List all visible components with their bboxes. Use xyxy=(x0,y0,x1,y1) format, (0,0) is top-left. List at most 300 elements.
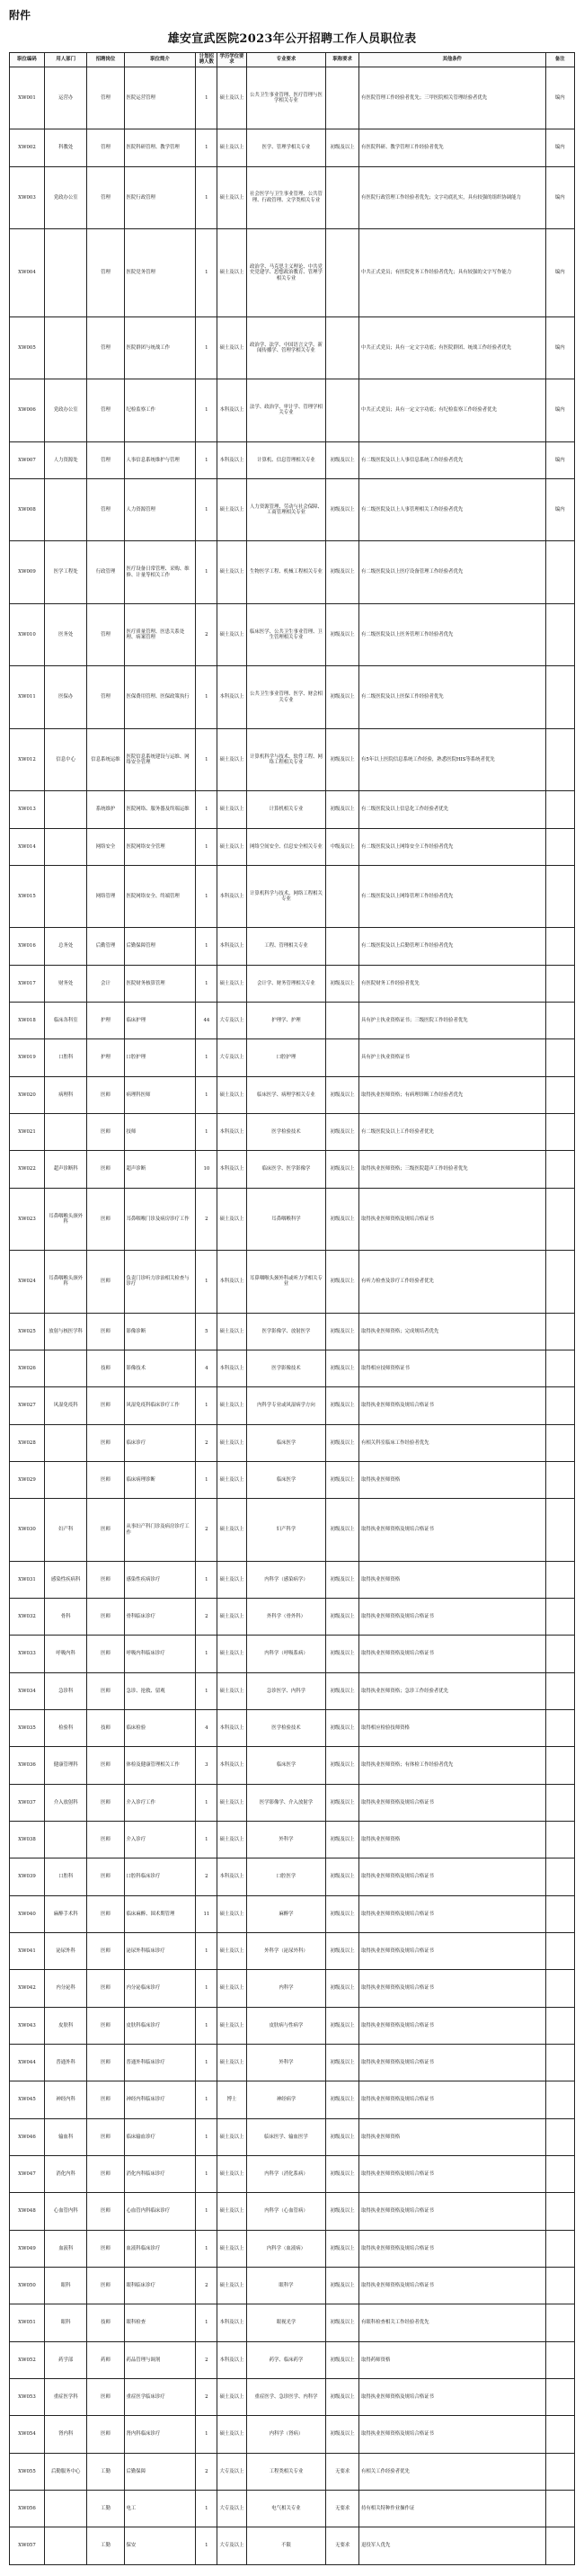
cell-remark xyxy=(545,1747,574,1784)
cell-major: 临床医学、公共卫生事业管理、卫生管理相关专业 xyxy=(246,603,326,665)
cell-description: 纪检监察工作 xyxy=(124,379,196,441)
cell-department: 耳鼻咽喉头颈外科 xyxy=(44,1188,87,1250)
cell-title-req: 初级及以上 xyxy=(326,1499,359,1561)
cell-major: 内科学 xyxy=(246,1970,326,2007)
cell-major: 人力资源管理、劳动与社会保障、工商管理相关专业 xyxy=(246,478,326,540)
table-row xyxy=(10,1039,575,1076)
table-row xyxy=(10,129,575,166)
table-row xyxy=(10,2007,575,2044)
cell-education: 硕士及以上 xyxy=(217,1387,246,1424)
cell-code: XW009 xyxy=(10,541,45,603)
cell-title-req xyxy=(326,379,359,441)
cell-major: 医学检验技术 xyxy=(246,1710,326,1747)
cell-major: 公共卫生事业管理、医疗管理与医学相关专业 xyxy=(246,67,326,129)
cell-major: 护理学、护理 xyxy=(246,1003,326,1039)
cell-description: 医院党务管理 xyxy=(124,229,196,317)
cell-department xyxy=(44,865,87,927)
cell-code: XW004 xyxy=(10,229,45,317)
cell-quota: 1 xyxy=(196,1461,217,1498)
cell-post: 会计 xyxy=(87,965,124,1002)
cell-code: XW040 xyxy=(10,1895,45,1932)
cell-code: XW029 xyxy=(10,1461,45,1498)
cell-major: 内科学（心血管病） xyxy=(246,2193,326,2230)
cell-education: 硕士及以上 xyxy=(217,1313,246,1350)
cell-department xyxy=(44,478,87,540)
cell-major: 电气相关专业 xyxy=(246,2490,326,2527)
cell-code: XW019 xyxy=(10,1039,45,1076)
cell-education: 硕士及以上 xyxy=(217,1784,246,1821)
table-header-row xyxy=(10,53,575,67)
cell-department: 财务处 xyxy=(44,965,87,1002)
cell-code: XW053 xyxy=(10,2379,45,2416)
cell-other: 取得执业医师资格及规培合格证书 xyxy=(359,1387,546,1424)
cell-description: 保安 xyxy=(124,2527,196,2565)
cell-quota: 4 xyxy=(196,1350,217,1387)
cell-code: XW048 xyxy=(10,2193,45,2230)
cell-major: 临床医学 xyxy=(246,1424,326,1461)
cell-department: 输血科 xyxy=(44,2118,87,2155)
cell-post: 医师 xyxy=(87,1636,124,1672)
cell-code: XW035 xyxy=(10,1710,45,1747)
table-row xyxy=(10,1561,575,1598)
cell-quota: 1 xyxy=(196,1251,217,1313)
cell-education: 大专及以上 xyxy=(217,1003,246,1039)
cell-post: 医师 xyxy=(87,2230,124,2267)
cell-description: 风湿免疫科临床诊疗工作 xyxy=(124,1387,196,1424)
cell-remark xyxy=(545,1188,574,1250)
cell-title-req: 初级及以上 xyxy=(326,2230,359,2267)
cell-major: 临床医学、医学影像学 xyxy=(246,1151,326,1188)
cell-post: 医师 xyxy=(87,1599,124,1636)
table-row xyxy=(10,1822,575,1858)
col-header-post: 招聘岗位 xyxy=(87,53,124,67)
cell-code: XW021 xyxy=(10,1114,45,1151)
cell-title-req: 初级及以上 xyxy=(326,2118,359,2155)
cell-post: 网络安全 xyxy=(87,828,124,865)
table-row xyxy=(10,1970,575,2007)
cell-other: 具有护士执业资格证书；三级医院工作经验者优先 xyxy=(359,1003,546,1039)
cell-post: 信息系统运维 xyxy=(87,728,124,790)
cell-major: 计算机科学与技术、网络工程相关专业 xyxy=(246,865,326,927)
table-row xyxy=(10,1151,575,1188)
cell-description: 临床病理诊断 xyxy=(124,1461,196,1498)
cell-department xyxy=(44,1461,87,1498)
table-row xyxy=(10,2453,575,2490)
cell-post: 管理 xyxy=(87,379,124,441)
cell-quota: 1 xyxy=(196,441,217,478)
cell-title-req: 初级及以上 xyxy=(326,2156,359,2193)
cell-education: 本科及以上 xyxy=(217,1747,246,1784)
cell-department xyxy=(44,2527,87,2565)
cell-quota: 1 xyxy=(196,2045,217,2081)
cell-department: 病理科 xyxy=(44,1076,87,1113)
cell-remark: 编内 xyxy=(545,129,574,166)
cell-education: 硕士及以上 xyxy=(217,1188,246,1250)
cell-major: 公共卫生事业管理、医学、财会相关专业 xyxy=(246,666,326,728)
cell-other: 中共正式党员；具有一定文字功底；有医院群团、统战工作经验者优先 xyxy=(359,316,546,379)
cell-education: 硕士及以上 xyxy=(217,1933,246,1970)
cell-post: 医师 xyxy=(87,1313,124,1350)
cell-education: 硕士及以上 xyxy=(217,478,246,540)
cell-other: 取得执业医师资格；急诊工作经验者优先 xyxy=(359,1672,546,1709)
cell-major: 重症医学、急诊医学、内科学 xyxy=(246,2379,326,2416)
cell-title-req: 初级及以上 xyxy=(326,728,359,790)
cell-other: 取得执业医师资格及规培合格证书 xyxy=(359,1933,546,1970)
cell-education: 硕士及以上 xyxy=(217,229,246,317)
cell-code: XW041 xyxy=(10,1933,45,1970)
doc-label: 附件 xyxy=(9,9,31,22)
cell-description: 心血管内科临床诊疗 xyxy=(124,2193,196,2230)
cell-major: 耳鼻咽喉头颈外科或听力学相关专业 xyxy=(246,1251,326,1313)
cell-post: 管理 xyxy=(87,229,124,317)
cell-education: 硕士及以上 xyxy=(217,2007,246,2044)
cell-quota: 1 xyxy=(196,2230,217,2267)
table-row xyxy=(10,603,575,665)
cell-description: 口腔科临床诊疗 xyxy=(124,1858,196,1895)
table-row xyxy=(10,67,575,129)
cell-other: 取得执业医师资格及规培合格证书 xyxy=(359,1636,546,1672)
cell-quota: 1 xyxy=(196,865,217,927)
cell-education: 大专及以上 xyxy=(217,2453,246,2490)
cell-post: 医师 xyxy=(87,1114,124,1151)
cell-major: 临床医学、输血医学 xyxy=(246,2118,326,2155)
col-header-title-req: 职称要求 xyxy=(326,53,359,67)
cell-title-req: 无要求 xyxy=(326,2490,359,2527)
cell-post: 医师 xyxy=(87,1188,124,1250)
cell-education: 硕士及以上 xyxy=(217,828,246,865)
cell-title-req xyxy=(326,1003,359,1039)
cell-remark xyxy=(545,2045,574,2081)
cell-post: 工勤 xyxy=(87,2453,124,2490)
cell-other: 有医院管理工作经验者优先；三甲医院相关管理经验者优先 xyxy=(359,67,546,129)
cell-description: 肾内科临床诊疗 xyxy=(124,2416,196,2453)
cell-title-req: 初级及以上 xyxy=(326,1822,359,1858)
cell-department: 风湿免疫科 xyxy=(44,1387,87,1424)
cell-post: 医师 xyxy=(87,2007,124,2044)
table-row xyxy=(10,1251,575,1313)
table-row xyxy=(10,1188,575,1250)
table-row xyxy=(10,1461,575,1498)
cell-quota: 11 xyxy=(196,1895,217,1932)
cell-code: XW017 xyxy=(10,965,45,1002)
cell-description: 医院网络安全管理 xyxy=(124,828,196,865)
cell-description: 重症医学临床诊疗 xyxy=(124,2379,196,2416)
cell-other: 有医院科研、教学管理工作经验者优先 xyxy=(359,129,546,166)
cell-education: 硕士及以上 xyxy=(217,1424,246,1461)
cell-department: 介入放射科 xyxy=(44,1784,87,1821)
cell-quota: 1 xyxy=(196,2007,217,2044)
cell-code: XW022 xyxy=(10,1151,45,1188)
cell-other: 取得相应技师资格证书 xyxy=(359,1350,546,1387)
cell-quota: 1 xyxy=(196,67,217,129)
table-row xyxy=(10,2156,575,2193)
cell-other: 取得执业医师资格；三级医院超声工作经验者优先 xyxy=(359,1151,546,1188)
cell-education: 本科及以上 xyxy=(217,2341,246,2378)
cell-quota: 1 xyxy=(196,2081,217,2118)
cell-major: 临床医学 xyxy=(246,1461,326,1498)
cell-code: XW042 xyxy=(10,1970,45,2007)
cell-description: 医院科研管理、教学管理 xyxy=(124,129,196,166)
cell-title-req: 初级及以上 xyxy=(326,965,359,1002)
cell-major: 眼视光学 xyxy=(246,2304,326,2341)
cell-title-req xyxy=(326,865,359,927)
cell-education: 本科及以上 xyxy=(217,666,246,728)
cell-code: XW014 xyxy=(10,828,45,865)
cell-department: 科教处 xyxy=(44,129,87,166)
cell-description: 消化内科临床诊疗 xyxy=(124,2156,196,2193)
cell-description: 影像技术 xyxy=(124,1350,196,1387)
cell-education: 硕士及以上 xyxy=(217,1636,246,1672)
cell-education: 博士 xyxy=(217,2081,246,2118)
cell-title-req: 初级及以上 xyxy=(326,2416,359,2453)
cell-title-req: 初级及以上 xyxy=(326,1114,359,1151)
cell-remark xyxy=(545,1858,574,1895)
cell-major: 生物医学工程、机械工程相关专业 xyxy=(246,541,326,603)
table-row xyxy=(10,1710,575,1747)
cell-department: 重症医学科 xyxy=(44,2379,87,2416)
cell-other: 有二级医院及以上工作经验者优先 xyxy=(359,1114,546,1151)
cell-education: 硕士及以上 xyxy=(217,2379,246,2416)
cell-major: 妇产科学 xyxy=(246,1499,326,1561)
cell-remark xyxy=(545,1636,574,1672)
cell-post: 医师 xyxy=(87,2118,124,2155)
cell-code: XW015 xyxy=(10,865,45,927)
cell-description: 眼科检查 xyxy=(124,2304,196,2341)
cell-title-req: 初级及以上 xyxy=(326,1151,359,1188)
cell-description: 临床麻醉、围术期管理 xyxy=(124,1895,196,1932)
cell-code: XW031 xyxy=(10,1561,45,1598)
table-row xyxy=(10,1313,575,1350)
cell-remark: 编内 xyxy=(545,379,574,441)
cell-description: 感染性疾病诊疗 xyxy=(124,1561,196,1598)
cell-other: 有二级医院及以上网络安全工作经验者优先 xyxy=(359,828,546,865)
cell-education: 硕士及以上 xyxy=(217,2230,246,2267)
cell-title-req: 初级及以上 xyxy=(326,1561,359,1598)
cell-remark xyxy=(545,1313,574,1350)
cell-education: 硕士及以上 xyxy=(217,166,246,228)
cell-remark xyxy=(545,2416,574,2453)
cell-other: 有二级医院及以上后勤管理工作经验者优先 xyxy=(359,928,546,965)
cell-quota: 2 xyxy=(196,1188,217,1250)
cell-post: 管理 xyxy=(87,166,124,228)
cell-other: 取得执业医师资格及规培合格证书 xyxy=(359,2379,546,2416)
cell-title-req: 初级及以上 xyxy=(326,2081,359,2118)
cell-code: XW018 xyxy=(10,1003,45,1039)
cell-education: 硕士及以上 xyxy=(217,1499,246,1561)
cell-code: XW024 xyxy=(10,1251,45,1313)
cell-title-req: 初级及以上 xyxy=(326,1933,359,1970)
cell-major: 社会医学与卫生事业管理、公共管理、行政管理、文学类相关专业 xyxy=(246,166,326,228)
cell-other: 有相关科室临床工作经验者优先 xyxy=(359,1424,546,1461)
cell-other: 有二级医院及以上信息化工作经验者优先 xyxy=(359,791,546,828)
cell-post: 医师 xyxy=(87,1561,124,1598)
cell-major: 临床医学 xyxy=(246,1747,326,1784)
cell-post: 管理 xyxy=(87,129,124,166)
cell-title-req: 初级及以上 xyxy=(326,1350,359,1387)
cell-education: 硕士及以上 xyxy=(217,1672,246,1709)
cell-other: 取得执业医师资格及规培合格证书 xyxy=(359,1599,546,1636)
table-row xyxy=(10,541,575,603)
cell-education: 本科及以上 xyxy=(217,1151,246,1188)
cell-code: XW011 xyxy=(10,666,45,728)
cell-remark xyxy=(545,1151,574,1188)
cell-post: 后勤管理 xyxy=(87,928,124,965)
cell-quota: 1 xyxy=(196,1387,217,1424)
cell-quota: 1 xyxy=(196,1561,217,1598)
cell-department: 放射与核医学科 xyxy=(44,1313,87,1350)
cell-department: 药学部 xyxy=(44,2341,87,2378)
cell-post: 医师 xyxy=(87,1933,124,1970)
cell-description: 介入诊疗工作 xyxy=(124,1784,196,1821)
cell-title-req: 初级及以上 xyxy=(326,2045,359,2081)
table-row xyxy=(10,2118,575,2155)
cell-education: 硕士及以上 xyxy=(217,1970,246,2007)
cell-post: 医师 xyxy=(87,1424,124,1461)
cell-remark xyxy=(545,1822,574,1858)
table-row xyxy=(10,1424,575,1461)
cell-title-req: 初级及以上 xyxy=(326,2304,359,2341)
cell-description: 临床诊疗 xyxy=(124,1424,196,1461)
cell-title-req: 中级及以上 xyxy=(326,828,359,865)
cell-other: 取得执业医师资格及规培合格证书 xyxy=(359,1970,546,2007)
cell-remark xyxy=(545,791,574,828)
cell-quota: 2 xyxy=(196,1499,217,1561)
cell-remark xyxy=(545,1784,574,1821)
table-row xyxy=(10,1672,575,1709)
cell-post: 医师 xyxy=(87,1151,124,1188)
cell-education: 本科及以上 xyxy=(217,1858,246,1895)
cell-major: 计算机、信息管理相关专业 xyxy=(246,441,326,478)
cell-education: 本科及以上 xyxy=(217,928,246,965)
cell-remark: 编内 xyxy=(545,441,574,478)
cell-other: 有二级医院及以上医疗设备管理工作经验者优先 xyxy=(359,541,546,603)
cell-post: 管理 xyxy=(87,666,124,728)
cell-major: 内科学（感染病学） xyxy=(246,1561,326,1598)
cell-code: XW020 xyxy=(10,1076,45,1113)
cell-remark xyxy=(545,1672,574,1709)
cell-department xyxy=(44,1822,87,1858)
cell-department: 口腔科 xyxy=(44,1858,87,1895)
cell-title-req: 初级及以上 xyxy=(326,129,359,166)
cell-education: 硕士及以上 xyxy=(217,2118,246,2155)
cell-department: 血液科 xyxy=(44,2230,87,2267)
cell-major: 计算机相关专业 xyxy=(246,791,326,828)
cell-post: 医师 xyxy=(87,2193,124,2230)
cell-description: 人事信息系统维护与管理 xyxy=(124,441,196,478)
cell-major: 内科学（血液病） xyxy=(246,2230,326,2267)
table-row xyxy=(10,1599,575,1636)
cell-code: XW044 xyxy=(10,2045,45,2081)
cell-other: 取得执业医师资格及规培合格证书 xyxy=(359,2193,546,2230)
cell-education: 本科及以上 xyxy=(217,441,246,478)
cell-description: 医疗质量管理、医患关系处理、病案管理 xyxy=(124,603,196,665)
cell-department: 消化内科 xyxy=(44,2156,87,2193)
cell-title-req: 初级及以上 xyxy=(326,2379,359,2416)
cell-other: 取得执业医师资格 xyxy=(359,1822,546,1858)
cell-description: 普通外科临床诊疗 xyxy=(124,2045,196,2081)
cell-quota: 1 xyxy=(196,1822,217,1858)
cell-post: 管理 xyxy=(87,67,124,129)
cell-title-req xyxy=(326,67,359,129)
col-header-department: 用人部门 xyxy=(44,53,87,67)
table-row xyxy=(10,1895,575,1932)
cell-remark xyxy=(545,603,574,665)
cell-description: 医院财务核算管理 xyxy=(124,965,196,1002)
cell-remark xyxy=(545,541,574,603)
cell-major: 法学、政治学、审计学、管理学相关专业 xyxy=(246,379,326,441)
cell-title-req: 初级及以上 xyxy=(326,478,359,540)
cell-education: 硕士及以上 xyxy=(217,2156,246,2193)
cell-other: 有听力检查及诊疗工作经验者优先 xyxy=(359,1251,546,1313)
cell-other: 取得执业医师资格及规培合格证书 xyxy=(359,1499,546,1561)
cell-title-req: 初级及以上 xyxy=(326,1970,359,2007)
cell-major: 麻醉学 xyxy=(246,1895,326,1932)
cell-code: XW028 xyxy=(10,1424,45,1461)
cell-code: XW049 xyxy=(10,2230,45,2267)
cell-department: 眼科 xyxy=(44,2304,87,2341)
cell-code: XW052 xyxy=(10,2341,45,2378)
cell-other: 持有相关特种作业操作证 xyxy=(359,2490,546,2527)
cell-education: 硕士及以上 xyxy=(217,2045,246,2081)
cell-quota: 1 xyxy=(196,379,217,441)
cell-remark xyxy=(545,2230,574,2267)
col-header-other: 其他条件 xyxy=(359,53,546,67)
col-header-description: 职位简介 xyxy=(124,53,196,67)
cell-quota: 5 xyxy=(196,1313,217,1350)
cell-remark: 编内 xyxy=(545,166,574,228)
cell-other: 取得执业医师资格及规培合格证书 xyxy=(359,2156,546,2193)
cell-post: 医师 xyxy=(87,1076,124,1113)
cell-code: XW026 xyxy=(10,1350,45,1387)
cell-remark: 编内 xyxy=(545,229,574,317)
cell-description: 医院网络安全、终端管理 xyxy=(124,865,196,927)
cell-major: 皮肤病与性病学 xyxy=(246,2007,326,2044)
cell-other: 取得执业医师资格；有病理诊断工作经验者优先 xyxy=(359,1076,546,1113)
cell-education: 本科及以上 xyxy=(217,1710,246,1747)
cell-other: 取得相应检验技师资格 xyxy=(359,1710,546,1747)
cell-code: XW007 xyxy=(10,441,45,478)
cell-post: 护理 xyxy=(87,1003,124,1039)
cell-title-req: 初级及以上 xyxy=(326,1424,359,1461)
cell-post: 医师 xyxy=(87,2416,124,2453)
cell-title-req: 初级及以上 xyxy=(326,791,359,828)
cell-quota: 1 xyxy=(196,1672,217,1709)
cell-code: XW013 xyxy=(10,791,45,828)
cell-post: 医师 xyxy=(87,1895,124,1932)
cell-title-req: 无要求 xyxy=(326,2527,359,2565)
cell-department: 急诊科 xyxy=(44,1672,87,1709)
cell-post: 医师 xyxy=(87,2045,124,2081)
cell-quota: 1 xyxy=(196,166,217,228)
cell-remark xyxy=(545,1710,574,1747)
cell-quota: 2 xyxy=(196,603,217,665)
cell-education: 硕士及以上 xyxy=(217,541,246,603)
cell-quota: 1 xyxy=(196,828,217,865)
table-row xyxy=(10,1499,575,1561)
cell-remark: 编内 xyxy=(545,316,574,379)
cell-major: 口腔医学 xyxy=(246,1858,326,1895)
cell-quota: 2 xyxy=(196,2453,217,2490)
cell-quota: 2 xyxy=(196,1599,217,1636)
cell-quota: 1 xyxy=(196,478,217,540)
cell-remark xyxy=(545,1350,574,1387)
cell-quota: 1 xyxy=(196,1636,217,1672)
cell-description: 呼吸内科临床诊疗 xyxy=(124,1636,196,1672)
cell-post: 工勤 xyxy=(87,2490,124,2527)
cell-other: 取得执业医师资格及规培合格证书 xyxy=(359,1895,546,1932)
cell-code: XW045 xyxy=(10,2081,45,2118)
cell-title-req xyxy=(326,229,359,317)
